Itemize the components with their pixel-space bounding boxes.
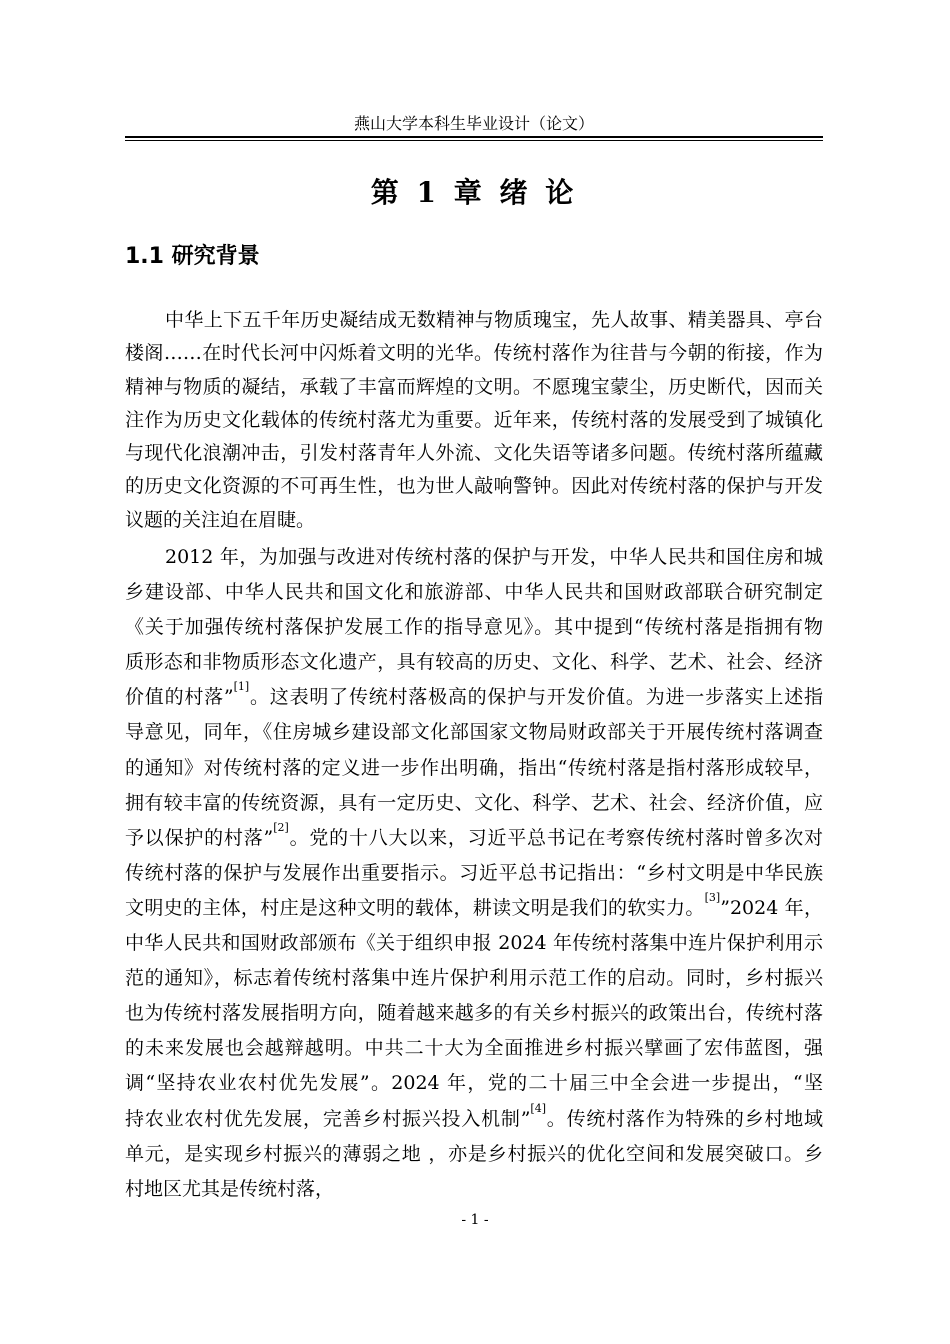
- text-line: 调“坚持农业农村优先发展”。2024 年，党的二十届三中全会进一步提出，“坚: [125, 1072, 823, 1095]
- text-line: [125, 680, 823, 715]
- text-segment: 。党的十八大以来，习近平总书记在考察传统村落时曾多次对: [288, 826, 823, 849]
- text-line: 传统村落的保护与发展作出重要指示。习近平总书记指出：“乡村文明是中华民族: [125, 861, 823, 884]
- text-line: 乡建设部、中华人民共和国文化和旅游部、中华人民共和国财政部联合研究制定: [125, 581, 823, 604]
- text-line: 导意见，同年，《住房城乡建设部文化部国家文物局财政部关于开展传统村落调查: [125, 721, 823, 744]
- header-rule-thick: [125, 136, 823, 138]
- text-line: 范的通知》，标志着传统村落集中连片保护利用示范工作的启动。同时，乡村振兴: [125, 967, 823, 990]
- text-line: 楼阁……在时代长河中闪烁着文明的光华。传统村落作为往昔与今朝的衔接，作为: [125, 342, 823, 365]
- section-title: 1.1 研究背景: [125, 244, 260, 269]
- citation-marker: [3]: [704, 890, 721, 904]
- text-segment: 价值的村落”: [125, 686, 234, 709]
- text-line: 与现代化浪潮冲击，引发村落青年人外流、文化失语等诸多问题。传统村落所蕴藏: [125, 442, 823, 465]
- page-number: - 1 -: [461, 1212, 489, 1228]
- header-rule-thin: [125, 140, 823, 141]
- text-segment: 持农业农村优先发展，完善乡村振兴投入机制”: [125, 1107, 531, 1130]
- text-line: 的通知》对传统村落的定义进一步作出明确，指出“传统村落是指村落形成较早，: [125, 756, 823, 779]
- text-line: 议题的关注迫在眉睫。: [125, 508, 316, 531]
- chapter-title: 第 1 章 绪 论: [370, 176, 578, 209]
- citation-marker: [1]: [233, 680, 250, 694]
- citation-marker: [4]: [530, 1101, 546, 1115]
- text-line: 2012 年，为加强与改进对传统村落的保护与开发，中华人民共和国住房和城: [165, 546, 823, 568]
- text-line: [125, 821, 823, 856]
- text-line: 精神与物质的凝结，承载了丰富而辉煌的文明。不愿瑰宝蒙尘，历史断代，因而关: [125, 375, 823, 398]
- text-segment: 文明史的主体，村庄是这种文明的载体，耕读文明是我们的软实力。: [125, 896, 705, 919]
- text-segment: ”2024 年，: [720, 896, 823, 919]
- text-line: 也为传统村落发展指明方向，随着越来越多的有关乡村振兴的政策出台，传统村落: [125, 1002, 823, 1025]
- text-line: [125, 891, 823, 926]
- text-line: 的未来发展也会越辩越明。中共二十大为全面推进乡村振兴擘画了宏伟蓝图，强: [125, 1037, 823, 1060]
- text-line: 中华人民共和国财政部颁布《关于组织申报 2024 年传统村落集中连片保护利用示: [125, 932, 823, 955]
- text-line: 中华上下五千年历史凝结成无数精神与物质瑰宝，先人故事、精美器具、亭台: [165, 309, 823, 331]
- text-line: 拥有较丰富的传统资源，具有一定历史、文化、科学、艺术、社会、经济价值，应: [125, 791, 823, 814]
- paragraph-2: [125, 540, 823, 1207]
- text-line: 的历史文化资源的不可再生性，也为世人敲响警钟。因此对传统村落的保护与开发: [125, 475, 823, 498]
- running-header: 燕山大学本科生毕业设计（论文）: [353, 114, 594, 133]
- text-line: 村地区尤其是传统村落，: [125, 1177, 335, 1200]
- text-line: 注作为历史文化载体的传统村落尤为重要。近年来，传统村落的发展受到了城镇化: [125, 408, 823, 431]
- text-segment: 。这表明了传统村落极高的保护与开发价值。为进一步落实上述指: [249, 686, 823, 709]
- text-line: 单元，是实现乡村振兴的薄弱之地 ，亦是乡村振兴的优化空间和发展突破口。乡: [125, 1142, 823, 1165]
- text-line: 《关于加强传统村落保护发展工作的指导意见》。其中提到“传统村落是指拥有物: [125, 616, 823, 639]
- text-line: [125, 1102, 823, 1137]
- text-line: 质形态和非物质形态文化遗产，具有较高的历史、文化、科学、艺术、社会、经济: [125, 651, 823, 674]
- citation-marker: [2]: [273, 820, 289, 834]
- text-segment: 。传统村落作为特殊的乡村地域: [546, 1107, 823, 1130]
- text-segment: 予以保护的村落”: [125, 826, 274, 849]
- paragraph-1: [125, 304, 823, 537]
